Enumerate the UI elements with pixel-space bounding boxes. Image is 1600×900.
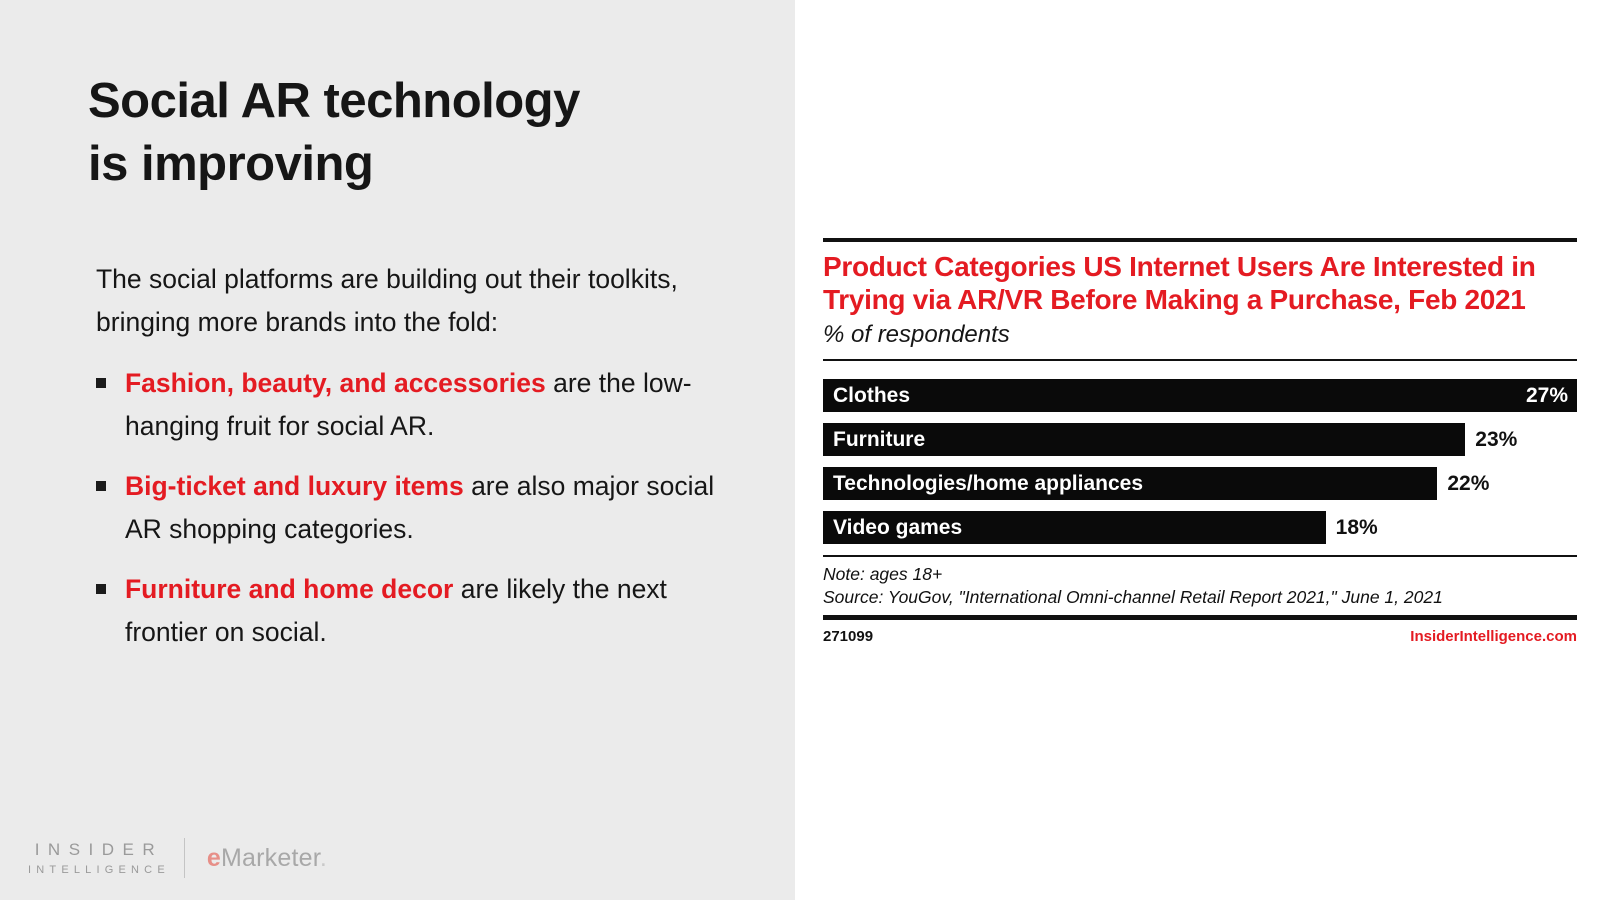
bar-label: Technologies/home appliances xyxy=(833,471,1144,495)
page-title xyxy=(88,70,748,195)
chart-footer xyxy=(823,628,1577,645)
bar xyxy=(823,467,1437,500)
chart-notes-rule xyxy=(823,555,1577,557)
bullet-square-icon xyxy=(96,481,106,491)
chart-card xyxy=(823,238,1577,645)
chart-note: Note: ages 18+ xyxy=(823,564,943,585)
chart-subtitle: % of respondents xyxy=(823,321,1010,349)
insider-intelligence-emarketer-logo xyxy=(28,838,327,878)
page-title-line1: Social AR technology xyxy=(88,74,580,128)
bar-row xyxy=(823,511,1577,544)
bar xyxy=(823,511,1326,544)
bullet-rest: are likely the next frontier on social. xyxy=(125,573,667,647)
insiderintelligence-link[interactable]: InsiderIntelligence.com xyxy=(1410,628,1577,646)
chart-header-rule xyxy=(823,359,1577,361)
chart-bottom-rule xyxy=(823,615,1577,620)
bullet-item xyxy=(96,568,716,654)
bar xyxy=(823,379,1577,412)
bar-row xyxy=(823,379,1577,412)
bullet-rest: are also major social AR shopping categories. xyxy=(125,470,715,544)
logo-insider-text: INSIDER xyxy=(34,840,164,859)
bar-label: Clothes xyxy=(833,383,911,407)
chart-id-number: 271099 xyxy=(823,628,874,646)
slide-text-panel xyxy=(0,0,795,900)
chart-source: Source: YouGov, "International Omni-channel Retail Report 2021," June 1, 2021 xyxy=(823,587,1443,608)
bullet-item xyxy=(96,465,716,551)
bullet-highlight: Furniture and home decor xyxy=(125,573,454,604)
bullet-square-icon xyxy=(96,378,106,388)
emarketer-dot: . xyxy=(319,843,327,872)
page-title-line2: is improving xyxy=(88,136,374,191)
intro-paragraph: The social platforms are building out their toolkits, bringing more brands into the fold: xyxy=(96,264,678,337)
insider-intelligence-wordmark xyxy=(28,840,170,876)
logo-intelligence-text: INTELLIGENCE xyxy=(28,864,170,876)
bullet-item xyxy=(96,362,716,448)
bar-value: 23% xyxy=(1475,427,1518,451)
bar-row xyxy=(823,423,1577,456)
emarketer-wordmark xyxy=(207,844,327,873)
bar-value: 22% xyxy=(1447,471,1490,495)
bar-label: Furniture xyxy=(833,427,926,451)
emarketer-e: e xyxy=(206,843,221,872)
bar-label: Video games xyxy=(833,515,963,539)
bullet-highlight: Fashion, beauty, and accessories xyxy=(125,368,546,398)
bar-value: 18% xyxy=(1335,515,1378,539)
bar-row xyxy=(823,467,1577,500)
chart-top-rule xyxy=(823,238,1577,242)
logo-divider xyxy=(184,838,185,878)
bullet-rest: are the low-hanging fruit for social AR. xyxy=(125,368,692,441)
bar xyxy=(823,423,1465,456)
bar-chart xyxy=(823,379,1577,544)
bullet-highlight: Big-ticket and luxury items xyxy=(125,470,464,501)
bullet-list xyxy=(96,362,716,671)
emarketer-rest: Marketer xyxy=(220,843,320,872)
bar-value: 27% xyxy=(1525,383,1568,407)
bullet-square-icon xyxy=(96,584,106,594)
chart-title: Product Categories US Internet Users Are Interested in Trying via AR/VR Before Making a Purchase, Feb 2021 xyxy=(823,251,1536,316)
